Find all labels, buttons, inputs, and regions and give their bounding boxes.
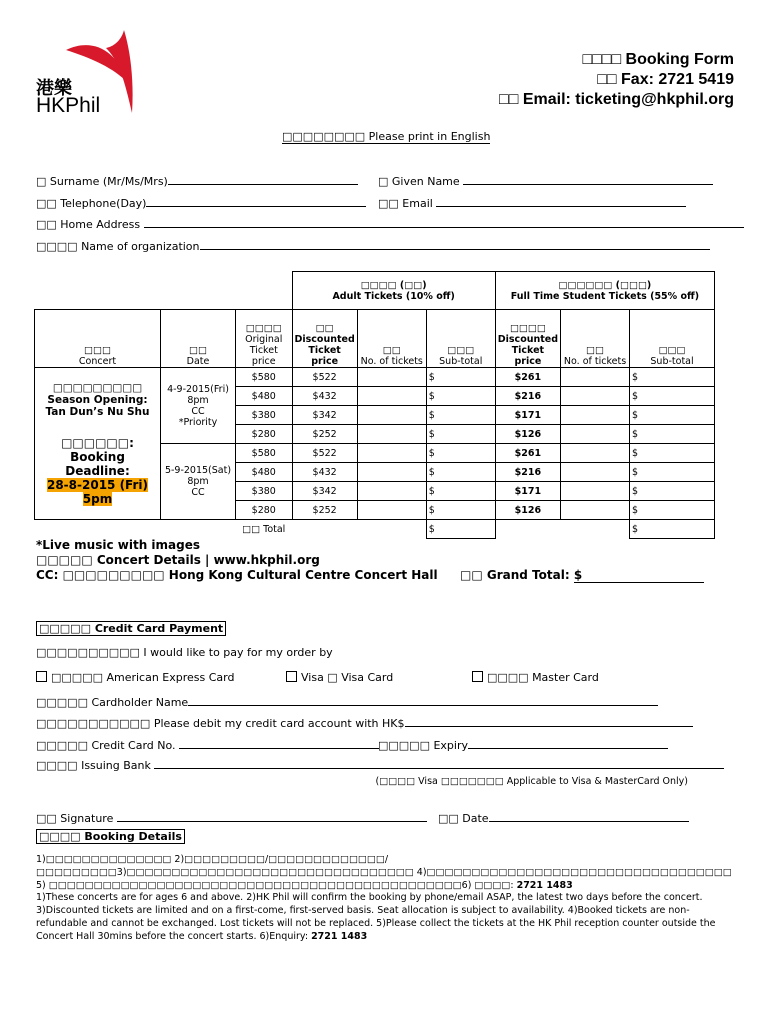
adult-qty-6[interactable]	[357, 463, 426, 482]
student-subtotal-8[interactable]: $	[630, 501, 715, 520]
adult-subtotal-4[interactable]: $	[426, 425, 495, 444]
given-name-field[interactable]: □ Given Name	[378, 173, 713, 188]
student-subtotal-5[interactable]: $	[630, 444, 715, 463]
no-tickets-header: □□ No. of tickets	[357, 310, 426, 368]
student-subtotal-2[interactable]: $	[630, 387, 715, 406]
master-option[interactable]: □□□□ Master Card	[472, 671, 599, 684]
student-subtotal-7[interactable]: $	[630, 482, 715, 501]
student-no-tickets-header: □□ No. of tickets	[561, 310, 630, 368]
adult-subtotal-3[interactable]: $	[426, 406, 495, 425]
ticket-table	[34, 271, 715, 539]
print-note: □□□□□□□□ Please print in English	[282, 130, 491, 143]
master-checkbox[interactable]	[472, 671, 483, 682]
cardholder-field[interactable]: □□□□□ Cardholder Name	[36, 694, 658, 709]
student-price-8: $126	[495, 501, 560, 520]
adult-price-5: $522	[292, 444, 357, 463]
deadline-time: 5pm	[82, 491, 113, 506]
adult-subtotal-2[interactable]: $	[426, 387, 495, 406]
student-price-4: $126	[495, 425, 560, 444]
adult-price-7: $342	[292, 482, 357, 501]
amex-option[interactable]: □□□□□ American Express Card	[36, 671, 235, 684]
student-qty-3[interactable]	[561, 406, 630, 425]
adult-qty-2[interactable]	[357, 387, 426, 406]
student-qty-8[interactable]	[561, 501, 630, 520]
telephone-field[interactable]: □□ Telephone(Day)	[36, 195, 366, 210]
adult-subtotal-7[interactable]: $	[426, 482, 495, 501]
student-total[interactable]: $	[630, 520, 715, 539]
adult-subtotal-1[interactable]: $	[426, 368, 495, 387]
logo-english: HKPhil	[36, 94, 101, 117]
header-booking-form: □□□□ Booking Form	[582, 51, 734, 68]
surname-field[interactable]: □ Surname (Mr/Ms/Mrs)	[36, 173, 358, 188]
adult-subtotal-5[interactable]: $	[426, 444, 495, 463]
adult-qty-1[interactable]	[357, 368, 426, 387]
visa-option[interactable]: Visa □ Visa Card	[286, 671, 393, 684]
amex-checkbox[interactable]	[36, 671, 47, 682]
adult-subtotal-6[interactable]: $	[426, 463, 495, 482]
subtotal-header: □□□ Sub-total	[426, 310, 495, 368]
home-address-field[interactable]: □□ Home Address	[36, 216, 744, 231]
orig-price-3: $380	[236, 406, 293, 425]
adult-qty-4[interactable]	[357, 425, 426, 444]
adult-price-4: $252	[292, 425, 357, 444]
adult-tickets-header: □□□□ (□□) Adult Tickets (10% off)	[292, 272, 495, 310]
concert-col-header: □□□ Concert	[35, 310, 161, 368]
original-price-header: □□□□ Original Ticket price	[236, 310, 293, 368]
student-qty-5[interactable]	[561, 444, 630, 463]
adult-qty-7[interactable]	[357, 482, 426, 501]
booking-details-title: □□□□ Booking Details	[36, 830, 185, 843]
student-discounted-header: □□□□ Discounted Ticket price	[495, 310, 560, 368]
student-qty-1[interactable]	[561, 368, 630, 387]
orig-price-1: $580	[236, 368, 293, 387]
adult-price-2: $432	[292, 387, 357, 406]
expiry-field[interactable]: □□□□□ Expiry	[378, 737, 668, 752]
orig-price-6: $480	[236, 463, 293, 482]
payment-title: □□□□□ Credit Card Payment	[36, 622, 226, 635]
student-price-5: $261	[495, 444, 560, 463]
date-field[interactable]: □□ Date	[438, 810, 689, 825]
student-price-2: $216	[495, 387, 560, 406]
booking-terms-english: 1)These concerts are for ages 6 and above. 2)HK Phil will confirm the booking by phone/email ASAP, the latest two days before the concert. 3)Discounted tickets are limited and on a first-come, first-served basis. Seat allocation is subject to availability. 4)Booked tickets are non-refundable and cannot be exchanged. Lost tickets will not be replaced. 5)Please collect the tickets at the HK Phil reception counter outside the Concert Hall 30mins before the concert starts. 6)Enquiry: 2721 1483	[36, 892, 716, 942]
student-qty-6[interactable]	[561, 463, 630, 482]
adult-price-1: $522	[292, 368, 357, 387]
adult-qty-3[interactable]	[357, 406, 426, 425]
student-qty-2[interactable]	[561, 387, 630, 406]
student-price-6: $216	[495, 463, 560, 482]
adult-price-8: $252	[292, 501, 357, 520]
orig-price-8: $280	[236, 501, 293, 520]
grand-total[interactable]: □□ Grand Total: $	[460, 568, 704, 583]
applicable-note: (□□□□ Visa □□□□□□□ Applicable to Visa & MasterCard Only)	[375, 776, 688, 787]
student-subtotal-header: □□□ Sub-total	[630, 310, 715, 368]
header-email: □□ Email: ticketing@hkphil.org	[499, 91, 734, 108]
adult-total[interactable]: $	[426, 520, 495, 539]
adult-price-6: $432	[292, 463, 357, 482]
adult-price-3: $342	[292, 406, 357, 425]
booking-terms-chinese: 1)□□□□□□□□□□□□□□ 2)□□□□□□□□□/□□□□□□□□□□□□□/□□□□□□□□□3)□□□□□□□□□□□□□□□□□□□□□□□□□□□□□□□□ 4)□□□□□□□□□□□□□□□□□□□□□□□□□□□□□□□□□□ 5) □□□□□□□□□□□□□□□□□□□□□□□□□□□□□□□□□□□□□□□□□□□□□□6) □□□□: 2721 1483	[36, 854, 732, 891]
header-fax: □□ Fax: 2721 5419	[597, 71, 734, 88]
orig-price-5: $580	[236, 444, 293, 463]
orig-price-4: $280	[236, 425, 293, 444]
email-field[interactable]: □□ Email	[378, 195, 686, 210]
logo-chinese: 港樂	[36, 78, 72, 99]
adult-qty-5[interactable]	[357, 444, 426, 463]
issuing-bank-field[interactable]: □□□□ Issuing Bank	[36, 757, 724, 772]
orig-price-7: $380	[236, 482, 293, 501]
visa-checkbox[interactable]	[286, 671, 297, 682]
card-number-field[interactable]: □□□□□ Credit Card No.	[36, 737, 379, 752]
concert-info-cell: □□□□□□□□□ Season Opening: Tan Dun’s Nu Shu □□□□□□: Booking Deadline: 28-8-2015 (Fri) 5pm	[35, 368, 161, 520]
orig-price-2: $480	[236, 387, 293, 406]
discounted-price-header: □□ Discounted Ticket price	[292, 310, 357, 368]
student-price-1: $261	[495, 368, 560, 387]
signature-field[interactable]: □□ Signature	[36, 810, 427, 825]
pay-by-text: □□□□□□□□□□ I would like to pay for my order by	[36, 646, 333, 659]
deadline-date: 28-8-2015 (Fri)	[46, 477, 148, 492]
hkphil-logo	[36, 28, 166, 118]
date2-cell: 5-9-2015(Sat) 8pm CC	[161, 444, 236, 520]
student-subtotal-1[interactable]: $	[630, 368, 715, 387]
student-qty-7[interactable]	[561, 482, 630, 501]
student-subtotal-4[interactable]: $	[630, 425, 715, 444]
adult-subtotal-8[interactable]: $	[426, 501, 495, 520]
student-qty-4[interactable]	[561, 425, 630, 444]
total-label: □□ Total	[242, 523, 286, 535]
student-subtotal-6[interactable]: $	[630, 463, 715, 482]
student-price-7: $171	[495, 482, 560, 501]
student-subtotal-3[interactable]: $	[630, 406, 715, 425]
cc-venue-note: CC: □□□□□□□□□ Hong Kong Cultural Centre Concert Hall	[36, 568, 438, 582]
student-tickets-header: □□□□□□ (□□□) Full Time Student Tickets (55% off)	[495, 272, 714, 310]
debit-amount-field[interactable]: □□□□□□□□□□□ Please debit my credit card account with HK$	[36, 715, 693, 730]
live-music-note: *Live music with images	[36, 538, 201, 552]
date1-cell: 4-9-2015(Fri) 8pm CC *Priority	[161, 368, 236, 444]
student-price-3: $171	[495, 406, 560, 425]
adult-qty-8[interactable]	[357, 501, 426, 520]
concert-details-link[interactable]: □□□□□ Concert Details | www.hkphil.org	[36, 553, 320, 567]
organization-field[interactable]: □□□□ Name of organization	[36, 238, 710, 253]
date-col-header: □□ Date	[161, 310, 236, 368]
